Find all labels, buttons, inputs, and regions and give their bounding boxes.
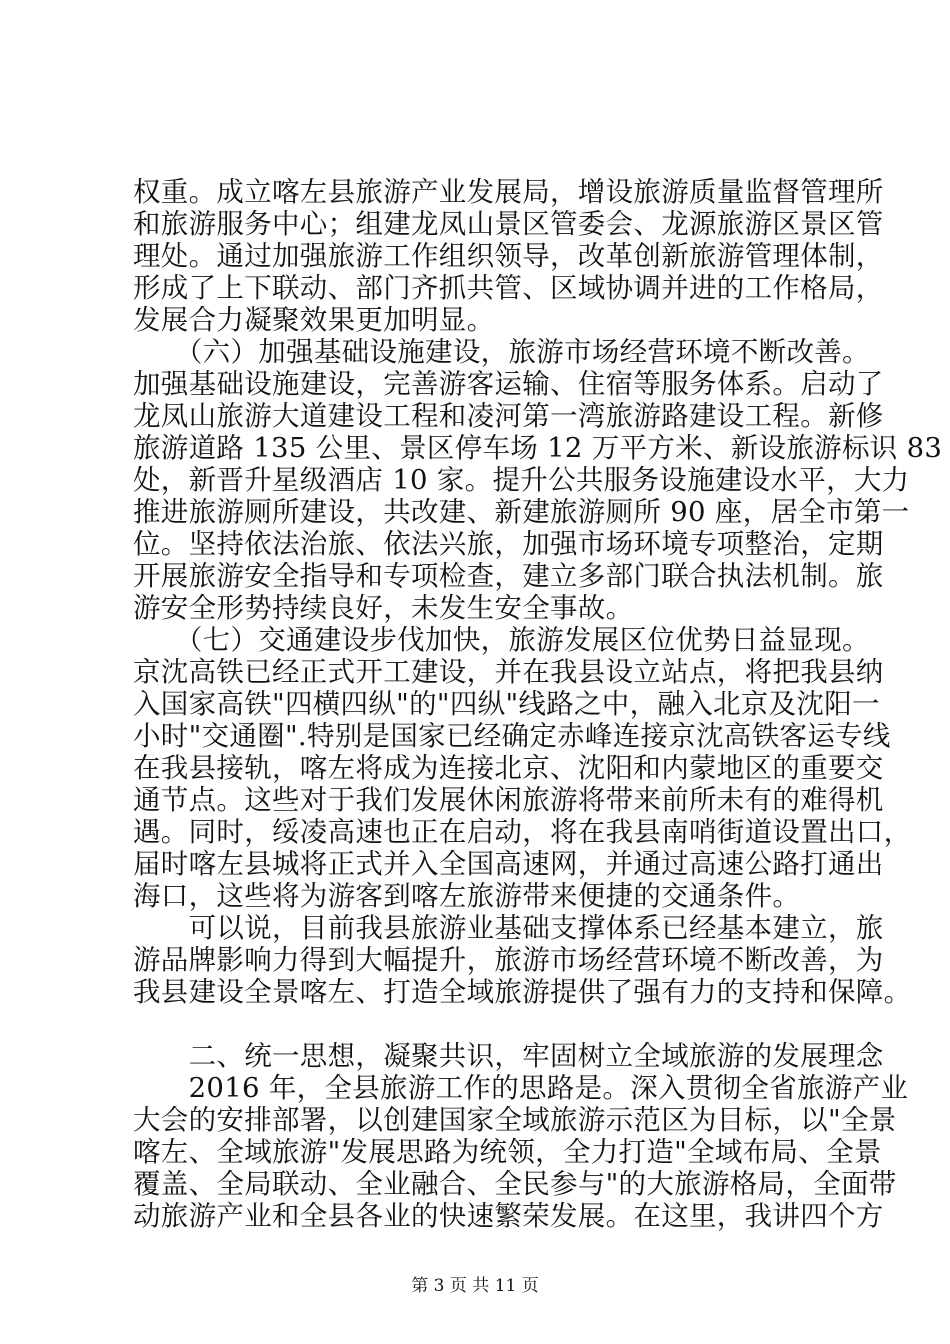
text-line: 大会的安排部署，以创建国家全域旅游示范区为目标，以"全景 <box>133 1104 897 1136</box>
text-line: 权重。成立喀左县旅游产业发展局，增设旅游质量监督管理所 <box>133 176 884 208</box>
text-line: 推进旅游厕所建设，共改建、新建旅游厕所 90 座，居全市第一 <box>133 496 910 528</box>
text-line: 位。坚持依法治旅、依法兴旅，加强市场环境专项整治，定期 <box>133 528 884 560</box>
text-line: 旅游道路 135 公里、景区停车场 12 万平方米、新设旅游标识 83 <box>133 432 943 464</box>
text-line: 2016 年，全县旅游工作的思路是。深入贯彻全省旅游产业 <box>133 1072 909 1104</box>
text-line: 我县建设全景喀左、打造全域旅游提供了强有力的支持和保障。 <box>133 976 912 1008</box>
text-line: 形成了上下联动、部门齐抓共管、区域协调并进的工作格局， <box>133 272 884 304</box>
text-line: 可以说，目前我县旅游业基础支撑体系已经基本建立，旅 <box>133 912 884 944</box>
text-line: 游品牌影响力得到大幅提升，旅游市场经营环境不断改善，为 <box>133 944 884 976</box>
text-line: 喀左、全域旅游"发展思路为统领，全力打造"全域布局、全景 <box>133 1136 882 1168</box>
text-line: 京沈高铁已经正式开工建设，并在我县设立站点，将把我县纳 <box>133 656 884 688</box>
text-line: 海口，这些将为游客到喀左旅游带来便捷的交通条件。 <box>133 880 801 912</box>
text-line: 小时"交通圈".特别是国家已经确定赤峰连接京沈高铁客运专线 <box>133 720 891 752</box>
text-line: 和旅游服务中心；组建龙凤山景区管委会、龙源旅游区景区管 <box>133 208 884 240</box>
section-heading: 二、统一思想，凝聚共识，牢固树立全域旅游的发展理念 <box>133 1040 884 1072</box>
text-line: （七）交通建设步伐加快，旅游发展区位优势日益显现。 <box>133 624 870 656</box>
text-line: 发展合力凝聚效果更加明显。 <box>133 304 495 336</box>
text-line: 遇。同时，绥凌高速也正在启动，将在我县南哨街道设置出口， <box>133 816 912 848</box>
page-number-footer: 第 3 页 共 11 页 <box>411 1276 539 1296</box>
text-line: 在我县接轨，喀左将成为连接北京、沈阳和内蒙地区的重要交 <box>133 752 884 784</box>
text-line: （六）加强基础设施建设，旅游市场经营环境不断改善。 <box>133 336 870 368</box>
text-line: 龙凤山旅游大道建设工程和凌河第一湾旅游路建设工程。新修 <box>133 400 884 432</box>
text-line: 届时喀左县城将正式并入全国高速网，并通过高速公路打通出 <box>133 848 884 880</box>
text-line: 入国家高铁"四横四纵"的"四纵"线路之中，融入北京及沈阳一 <box>133 688 880 720</box>
text-line: 游安全形势持续良好，未发生安全事故。 <box>133 592 634 624</box>
text-line: 处，新晋升星级酒店 10 家。提升公共服务设施建设水平，大力 <box>133 464 910 496</box>
text-line: 动旅游产业和全县各业的快速繁荣发展。在这里，我讲四个方 <box>133 1200 884 1232</box>
text-line: 通节点。这些对于我们发展休闲旅游将带来前所未有的难得机 <box>133 784 884 816</box>
text-line: 理处。通过加强旅游工作组织领导，改革创新旅游管理体制， <box>133 240 884 272</box>
text-line: 开展旅游安全指导和专项检查，建立多部门联合执法机制。旅 <box>133 560 884 592</box>
text-line: 加强基础设施建设，完善游客运输、住宿等服务体系。启动了 <box>133 368 884 400</box>
text-line: 覆盖、全局联动、全业融合、全民参与"的大旅游格局，全面带 <box>133 1168 897 1200</box>
